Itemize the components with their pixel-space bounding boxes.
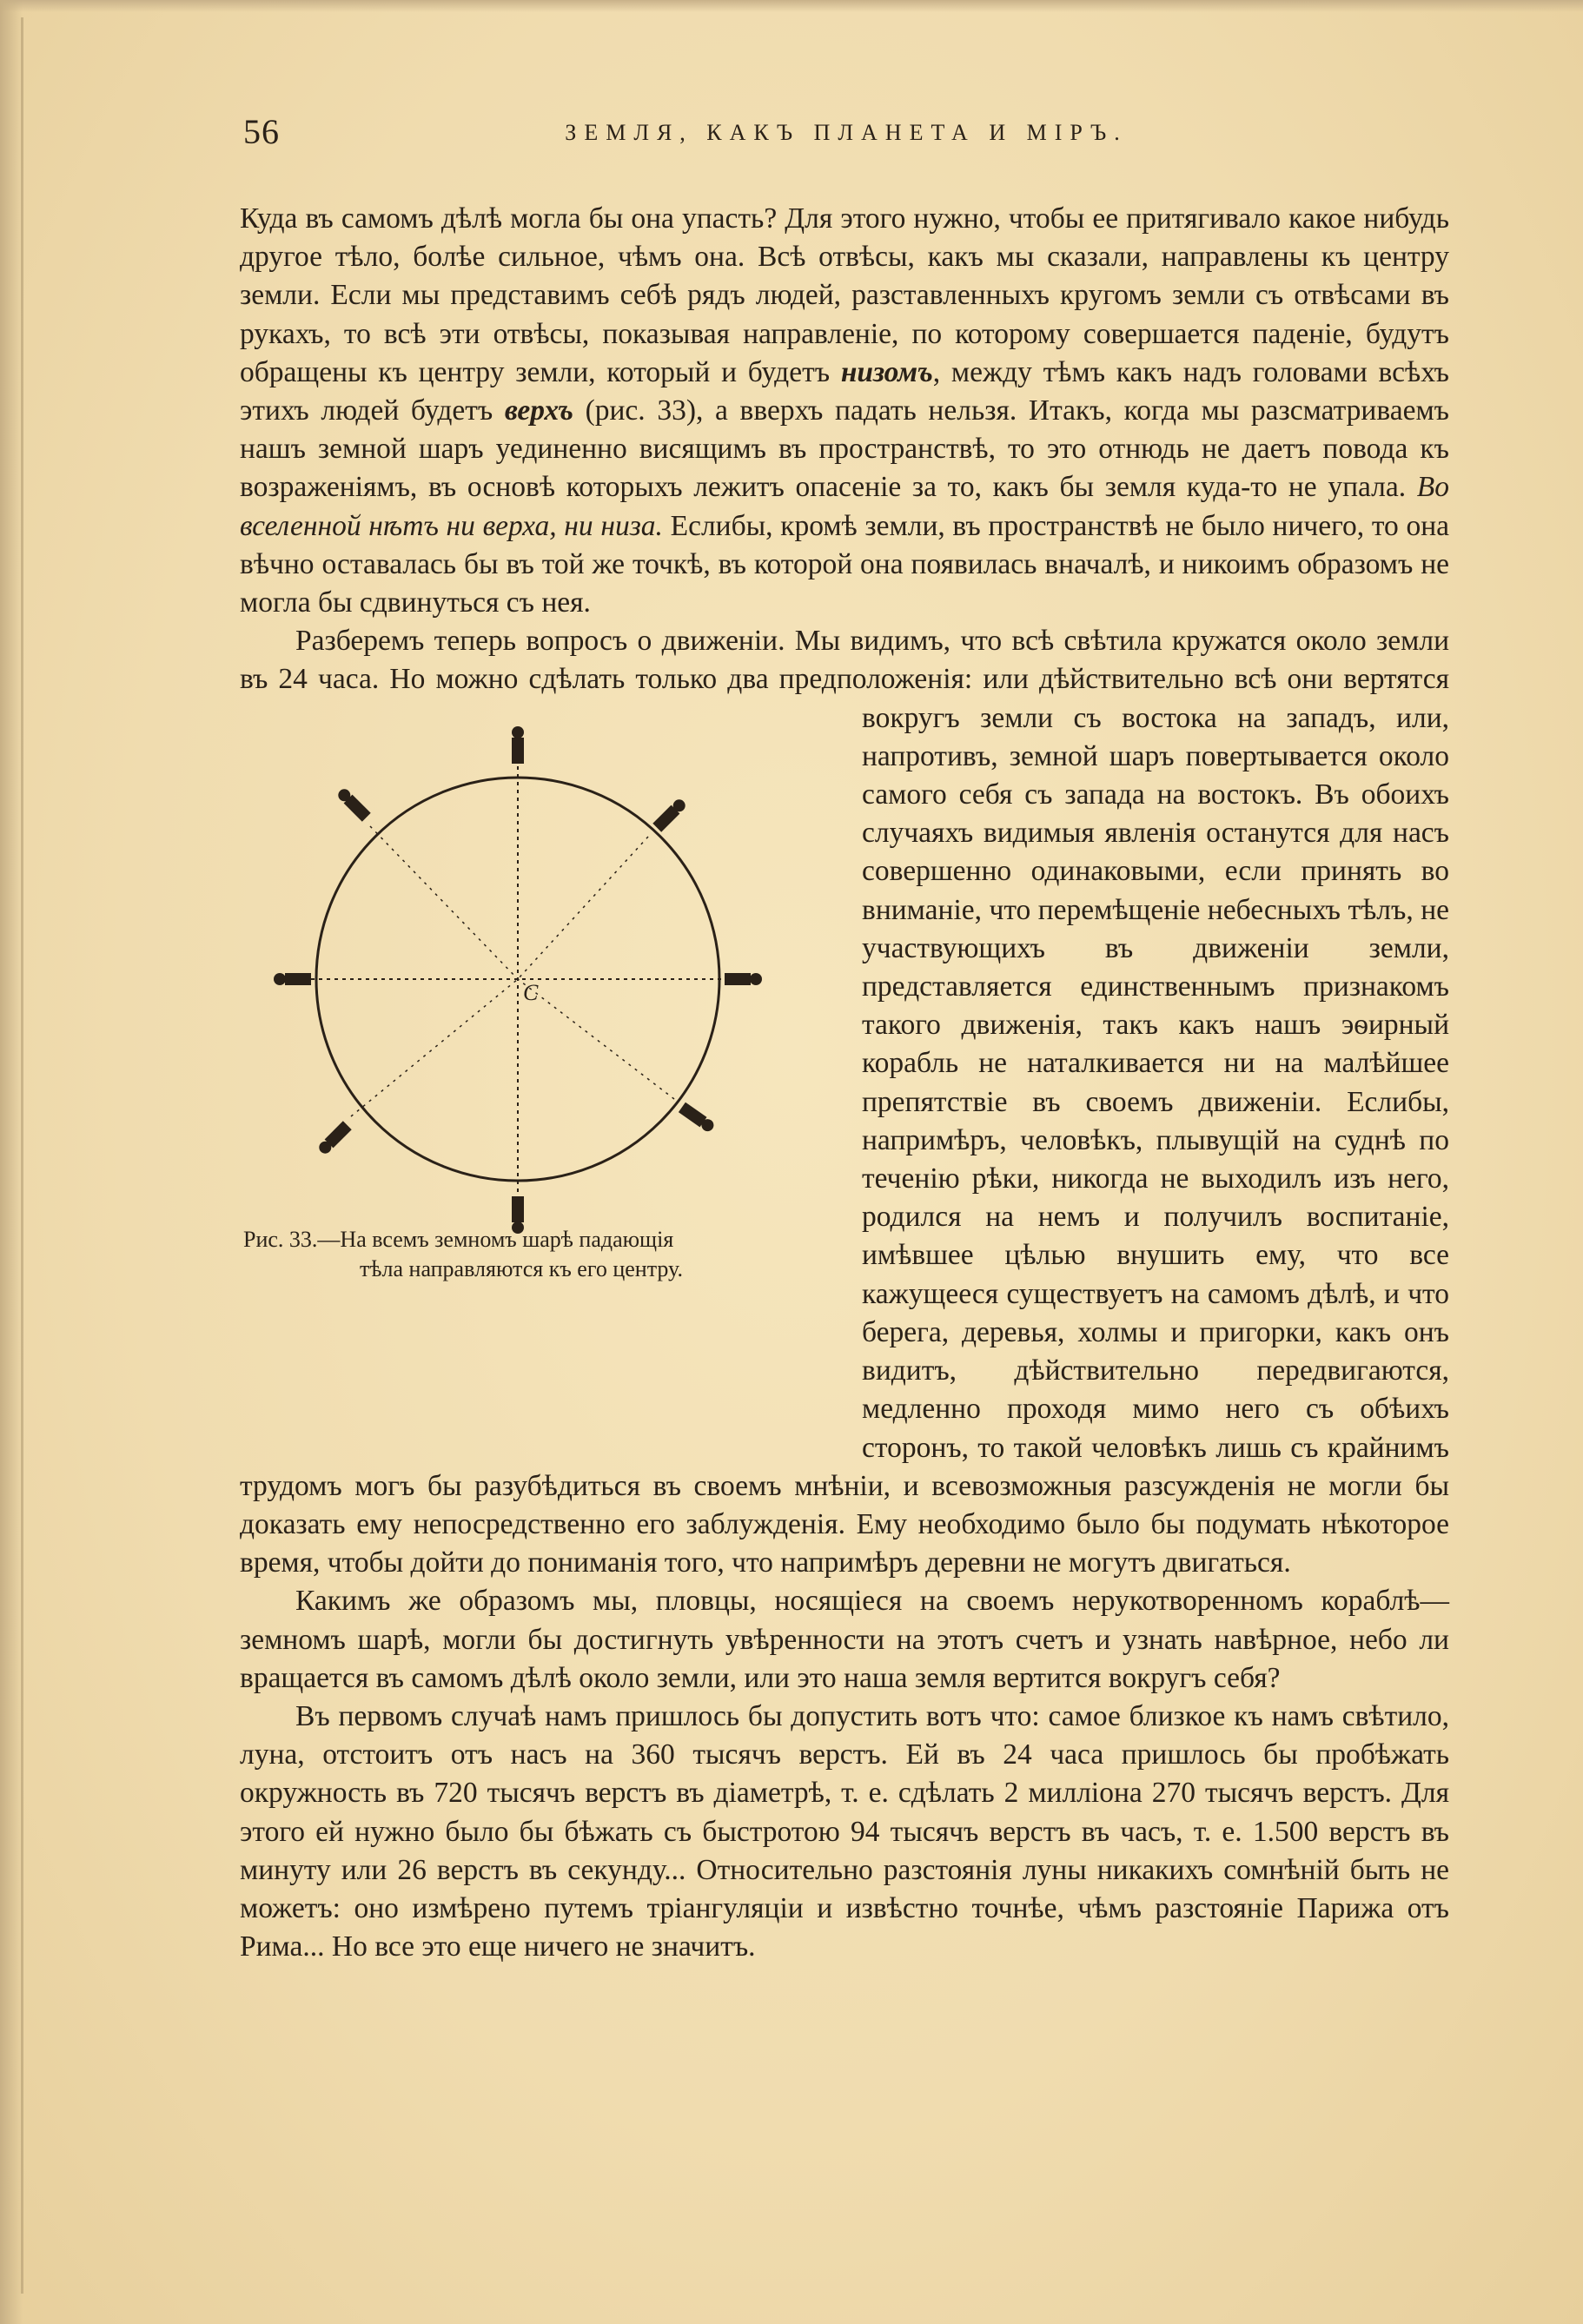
paragraph-1-text-a: Куда въ самомъ дѣлѣ могла бы она упасть? Для этого нужно, чтобы ее притягивало какое нибудь другое тѣло, болѣе сильное, чѣмъ она. Всѣ отвѣсы, какъ мы сказали, направлены къ центру земли. Если мы представимъ себѣ рядъ людей, разставленныхъ кругомъ земли съ отвѣсами въ рукахъ, то всѣ эти отвѣсы, показывая направленіе, по которому совершается паденіе, будутъ обращены къ центру земли, который и будетъ <box>240 202 1449 388</box>
paragraph-3: Какимъ же образомъ мы, пловцы, носящіеся на своемъ нерукотворенномъ кораблѣ—земномъ шарѣ, могли бы достигнуть увѣренности на этотъ счетъ и узнать навѣрное, небо ли вращается въ самомъ дѣлѣ около земли, или это наша земля вертится вокругъ себя? <box>240 1585 1449 1694</box>
term-up: верхъ <box>504 394 573 427</box>
plumb-line-lower-left <box>351 979 518 1116</box>
binding-rule <box>21 17 23 2294</box>
figure-33 <box>240 699 827 1360</box>
plumb-line-upper-right <box>518 837 648 979</box>
person-left <box>274 973 311 985</box>
page-binding-shadow <box>0 0 23 2324</box>
caption-line-1: Рис. 33.—На всемъ земномъ шарѣ падающія <box>243 1226 674 1252</box>
person-lower-right <box>679 1102 716 1133</box>
earth-plumb-diagram <box>240 699 827 1308</box>
term-low: низомъ <box>840 355 933 388</box>
plumb-line-lower-right <box>518 979 674 1099</box>
plumb-line-upper-left <box>370 826 518 979</box>
paragraph-1-text-d: Еслибы, кромѣ земли, въ пространствѣ не было ничего, то она вѣчно оставалась бы въ той же точкѣ, въ которой она появилась вначалѣ, и никоимъ образомъ не могла бы сдвинуться съ нея. <box>240 509 1450 619</box>
paragraph-1 <box>240 200 1449 622</box>
caption-line-2: тѣла направляются къ его центру. <box>360 1255 683 1281</box>
person-upper-left <box>335 786 370 821</box>
running-title: ЗЕМЛЯ, КАКЪ ПЛАНЕТА И МІРЪ. <box>565 120 1128 145</box>
page-number: 56 <box>243 112 280 151</box>
paragraph-1-text-b: , между тѣмъ какъ надъ головами всѣхъ этихъ людей будетъ <box>240 355 1449 427</box>
paragraph-2-before-figure: Разберемъ теперь вопросъ о движеніи. Мы видимъ, что всѣ свѣтила кружатся около земли въ 24 часа. Но можно сдѣлать только два предположенія: или <box>240 625 1449 696</box>
person-right <box>725 973 762 985</box>
person-top <box>512 726 524 764</box>
italic-statement: Во вселенной нѣтъ ни верха, ни низа. <box>240 471 1449 542</box>
page-top-edge <box>0 0 1583 12</box>
page-header <box>243 111 1449 163</box>
center-label: C <box>523 979 539 1005</box>
person-lower-left <box>316 1121 351 1155</box>
person-upper-right <box>652 797 687 831</box>
paragraph-1-text-c: (рис. 33), а вверхъ падать нельзя. Итакъ, когда мы разсматриваемъ нашъ земной шаръ уединенно висящимъ въ пространствѣ, то это отнюдь не даетъ повода къ возраженіямъ, въ основѣ которыхъ лежитъ опасеніе за то, какъ бы земля куда-то не упала. <box>240 394 1449 504</box>
paragraph-2-beside-figure: дѣйствительно всѣ они вертятся вокругъ земли съ востока на западъ, или, напротивъ, земной шаръ повертывается около самого себя съ запада на востокъ. Въ обоихъ случаяхъ видимыя явленія останутся для насъ совершенно одинаковыми, если принять во вниманіе, что перемѣщеніе небесныхъ тѣлъ, не участвующихъ въ движеніи земли, представляется единственнымъ признакомъ такого движенія, такъ какъ нашъ эѳирный корабль не наталкивается ни на малѣйшее препятствіе въ своемъ движеніи. Еслибы, напримѣръ, человѣкъ, плывущій на суднѣ по теченію рѣки, никогда не выходилъ изъ него, родился на немъ и получилъ воспитаніе, имѣвшее цѣлью внушить ему, что все кажущееся существуетъ на самомъ дѣлѣ, и что берега, деревья, холмы и пригорки, какъ онъ видитъ, дѣйствительно передвигаются, медленно проходя мимо него съ обѣихъ сторонъ, то такой человѣкъ лишь съ крайнимъ трудомъ могъ бы разубѣдиться въ своемъ мнѣніи, и всевозможныя разсужденія не могли бы доказать ему непосредственно его заблужденія. Ему необходимо было бы подумать нѣкоторое время, чтобы дойти до пониманія того, что напримѣръ деревни не могутъ двигаться. <box>240 663 1449 1579</box>
paragraph-4: Въ первомъ случаѣ намъ пришлось бы допустить вотъ что: самое близкое къ намъ свѣтило, луна, отстоитъ отъ насъ на 360 тысячъ верстъ. Ей въ 24 часа пришлось бы пробѣжать окружность въ 720 тысячъ верстъ въ діаметрѣ, т. е. сдѣлать 2 милліона 270 тысячъ верстъ. Для этого ей нужно было бы бѣжать съ быстротою 94 тысячъ верстъ въ часъ, т. е. 1.500 верстъ въ минуту или 26 верстъ въ секунду... Относительно разстоянія луны никакихъ сомнѣній быть не можетъ: оно измѣрено путемъ тріангуляціи и извѣстно точнѣе, чѣмъ разстояніе Парижа отъ Рима... Но все это еще ничего не значитъ. <box>240 1699 1449 1963</box>
